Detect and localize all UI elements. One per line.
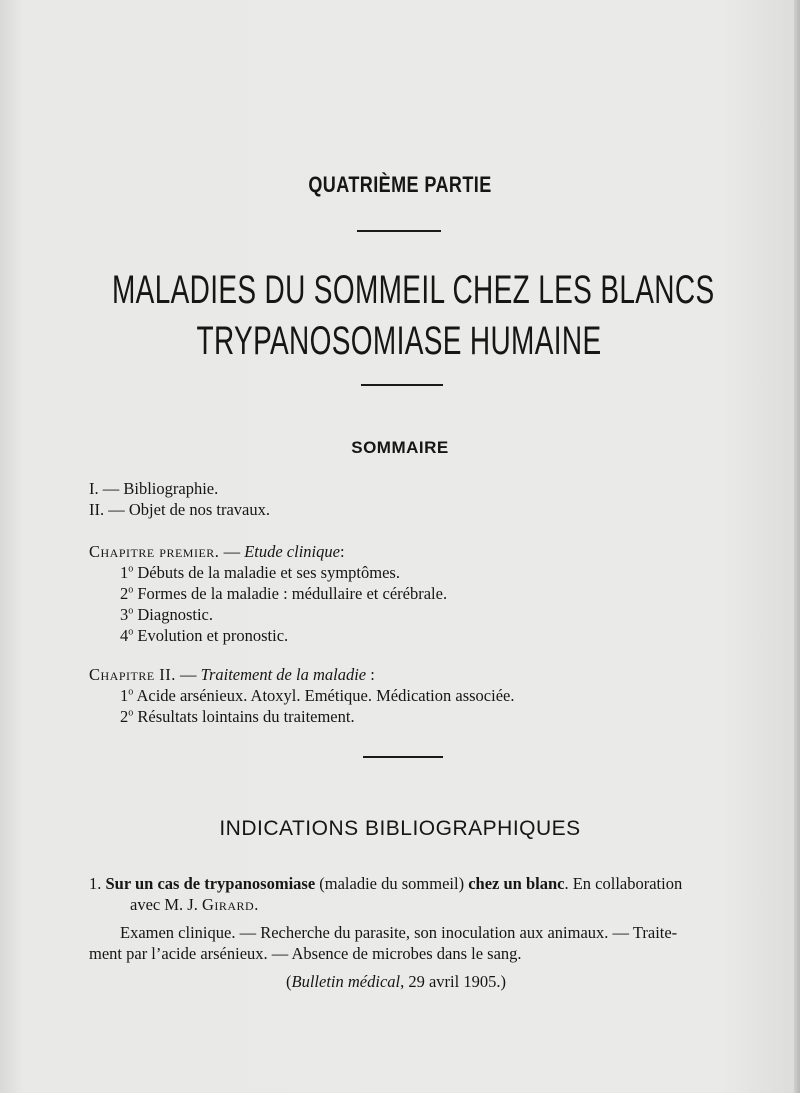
sommaire-item (89, 479, 218, 499)
entry-title-part3: chez un blanc (468, 874, 565, 893)
chapter-item: 1$^o$ Acide arsénieux. Atoxyl. Emétique. Médication associée. (120, 686, 515, 705)
biblio-entry-line1 (89, 874, 682, 894)
chapter-item: 2$^o$ Formes de la maladie : médullaire et cérébrale. (120, 584, 448, 603)
item-text: — Objet de nos travaux. (104, 500, 271, 519)
chapter-heading (89, 665, 375, 685)
biblio-heading: INDICATIONS BIBLIOGRAPHIQUES (219, 817, 581, 840)
part-title: QUATRIÈME PARTIE (308, 172, 492, 197)
entry-title-part2: (maladie du sommeil) (315, 874, 469, 893)
entry-title-part4: . En collaboration (564, 874, 683, 893)
page-edge (794, 0, 800, 1093)
divider-rule (363, 756, 443, 758)
chapter-colon: : (366, 665, 375, 684)
entry-number: 1. (89, 874, 102, 893)
biblio-entry-line2 (130, 895, 258, 915)
item-number: II. (89, 500, 105, 519)
chapter-colon: : (339, 542, 345, 561)
divider-rule (357, 230, 441, 232)
divider-rule (361, 384, 443, 386)
source-journal: Bulletin médical (291, 972, 401, 991)
chapter-title: Etude clinique (244, 542, 340, 561)
sommaire-item (89, 500, 270, 520)
source-rest: , 29 avril 1905.) (400, 972, 506, 991)
entry-coauthor-name: Girard (201, 895, 255, 914)
chapter-item: 2$^o$ Résultats lointains du traitement. (120, 707, 355, 726)
chapter-item: 1$^o$ Débuts de la maladie et ses symptômes. (120, 563, 400, 582)
entry-coauthor-prefix: avec M. J. (130, 895, 202, 914)
source-open: ( (286, 972, 292, 991)
chapter-dash: — (175, 665, 201, 684)
main-title-line2: TRYPANOSOMIASE HUMAINE (196, 319, 602, 363)
main-title-line1: MALADIES DU SOMMEIL CHEZ LES BLANCS (112, 268, 715, 312)
chapter-item: 3$^o$ Diagnostic. (120, 605, 213, 624)
item-text: — Bibliographie. (98, 479, 219, 498)
chapter-dash: — (219, 542, 245, 561)
chapter-label: Chapitre premier. (89, 542, 220, 561)
item-number: I. (89, 479, 99, 498)
chapter-title: Traitement de la maladie (200, 665, 367, 684)
sommaire-heading: SOMMAIRE (351, 438, 449, 457)
chapter-heading (89, 542, 345, 562)
entry-coauthor-suffix: . (254, 895, 259, 914)
entry-description-line1: Examen clinique. — Recherche du parasite, son inoculation aux animaux. — Traite- (120, 923, 678, 942)
chapter-label: Chapitre II. (89, 665, 176, 684)
entry-title-part1: Sur un cas de trypanosomiase (105, 874, 316, 893)
chapter-item: 4$^o$ Evolution et pronostic. (120, 626, 289, 645)
entry-description-line2: ment par l’acide arsénieux. — Absence de microbes dans le sang. (89, 944, 522, 963)
entry-source (286, 972, 506, 992)
